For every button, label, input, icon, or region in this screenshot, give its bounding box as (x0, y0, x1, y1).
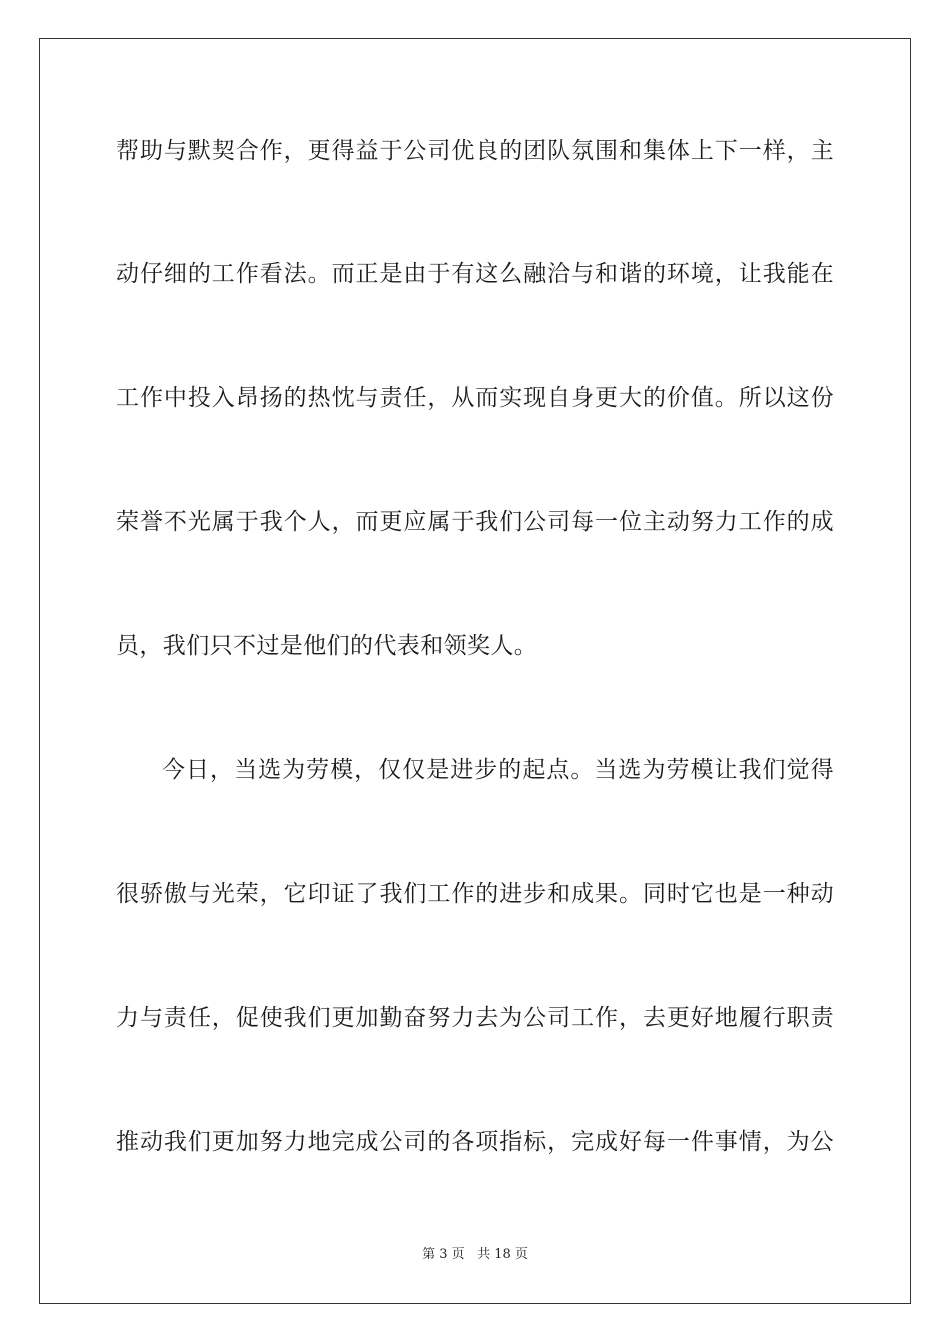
text-line-paragraph-end: 员，我们只不过是他们的代表和领奖人。 (116, 633, 538, 659)
text-line: 很骄傲与光荣，它印证了我们工作的进步和成果。同时它也是一种动 (116, 881, 834, 907)
text-line: 帮助与默契合作，更得益于公司优良的团队氛围和集体上下一样，主 (116, 138, 834, 164)
text-line: 力与责任，促使我们更加勤奋努力去为公司工作，去更好地履行职责 (116, 1005, 834, 1031)
text-line: 工作中投入昂扬的热忱与责任，从而实现自身更大的价值。所以这份 (116, 385, 834, 411)
text-line-paragraph-start: 今日，当选为劳模，仅仅是进步的起点。当选为劳模让我们觉得 (162, 757, 834, 783)
text-line: 推动我们更加努力地完成公司的各项指标，完成好每一件事情，为公 (116, 1129, 834, 1155)
text-line: 动仔细的工作看法。而正是由于有这么融洽与和谐的环境，让我能在 (116, 261, 834, 287)
page-total: 共 18 页 (477, 1247, 528, 1262)
page-border (39, 38, 911, 1304)
text-line: 荣誉不光属于我个人，而更应属于我们公司每一位主动努力工作的成 (116, 509, 834, 535)
page-number: 第 3 页 (422, 1247, 465, 1262)
page-footer (0, 1246, 950, 1264)
